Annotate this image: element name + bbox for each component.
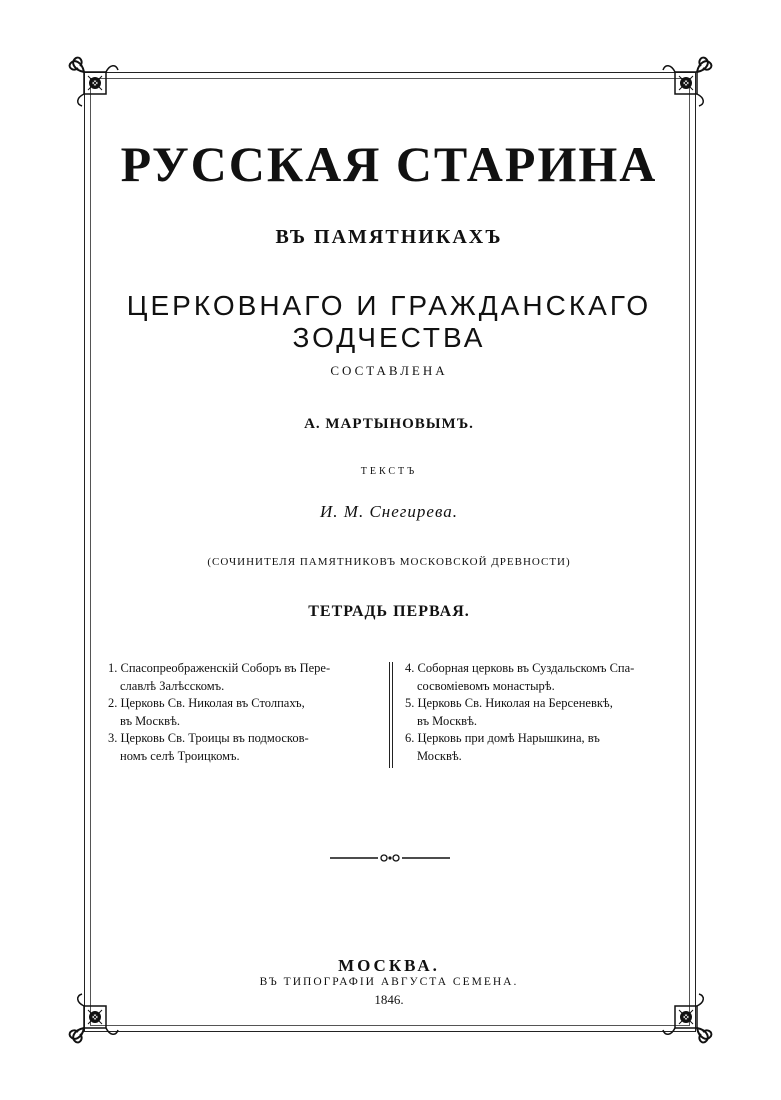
contents-column-left bbox=[108, 660, 368, 765]
text-label: ТЕКСТЪ bbox=[360, 466, 418, 477]
contents-line: 4. Соборная церковь въ Суздальскомъ Спа- bbox=[405, 661, 635, 675]
subtitle-line-1: ВЪ ПАМЯТНИКАХЪ bbox=[275, 226, 503, 248]
publication-year: 1846. bbox=[374, 992, 404, 1007]
contents-line: славлѣ Залѣсскомъ. bbox=[120, 678, 225, 693]
contents-line: 1. Спасопреображенскій Соборъ въ Пере- bbox=[108, 661, 331, 675]
contents-line: 5. Церковь Св. Николая на Берсеневкѣ, bbox=[405, 696, 613, 710]
corner-ornament-icon bbox=[66, 54, 122, 110]
contents-line: Москвѣ. bbox=[417, 748, 462, 763]
contents-line: номъ селѣ Троицкомъ. bbox=[120, 748, 240, 763]
contents-line: въ Москвѣ. bbox=[417, 713, 477, 728]
subtitle-line-2: ЦЕРКОВНАГО И ГРАЖДАНСКАГО ЗОДЧЕСТВА bbox=[126, 290, 652, 353]
contents-line: 3. Церковь Св. Троицы въ подмосков- bbox=[108, 731, 309, 745]
author-note: (СОЧИНИТЕЛЯ ПАМЯТНИКОВЪ МОСКОВСКОЙ ДРЕВНОСТИ) bbox=[207, 556, 571, 568]
contents-line: въ Москвѣ. bbox=[120, 713, 180, 728]
compiled-label: СОСТАВЛЕНА bbox=[330, 363, 448, 378]
contents-line: 2. Церковь Св. Николая въ Столпахъ, bbox=[108, 696, 305, 710]
contents-line: 6. Церковь при домѣ Нарышкина, въ bbox=[405, 731, 600, 745]
volume-label: ТЕТРАДЬ ПЕРВАЯ. bbox=[308, 603, 470, 620]
page-border-inner bbox=[90, 78, 690, 1026]
corner-ornament-icon bbox=[659, 54, 715, 110]
author-name: А. МАРТЫНОВЫМЪ. bbox=[304, 416, 474, 432]
contents-divider bbox=[389, 662, 390, 768]
page-title: РУССКАЯ СТАРИНА bbox=[120, 136, 658, 192]
text-author-name: И. М. Снегирева. bbox=[320, 502, 458, 521]
divider-ornament-icon bbox=[330, 852, 450, 864]
publication-city: МОСКВА. bbox=[338, 956, 440, 975]
publisher-line: ВЪ ТИПОГРАФІИ АВГУСТА СЕМЕНА. bbox=[259, 976, 519, 988]
contents-line: сосвоміевомъ монастырѣ. bbox=[417, 678, 555, 693]
contents-column-right bbox=[405, 660, 665, 765]
